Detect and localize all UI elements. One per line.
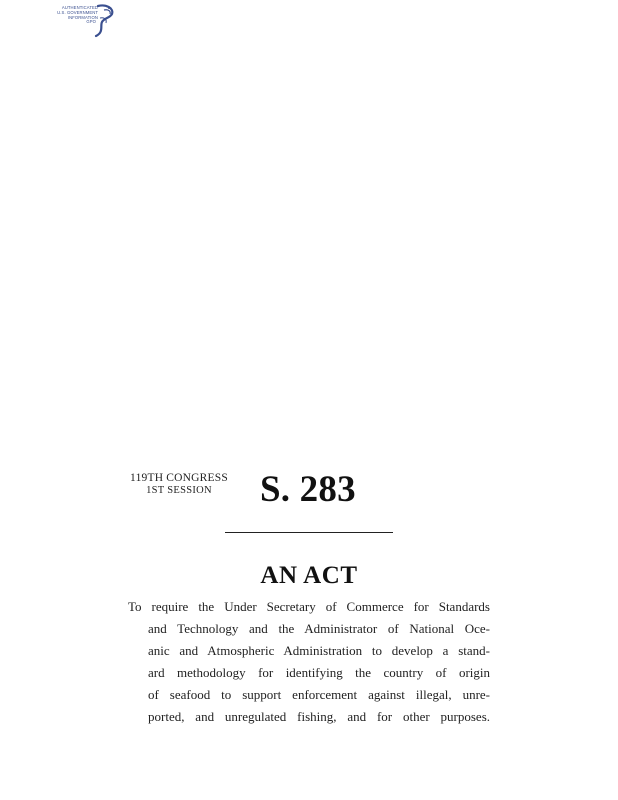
congress-label: 119TH CONGRESS <box>130 472 228 484</box>
purpose-line-6: ported, and unregulated fishing, and for other purposes. <box>148 709 490 724</box>
congress-session-block <box>118 472 240 497</box>
logo-text-line-3: INFORMATION <box>67 14 98 20</box>
purpose-line-2: and Technology and the Administrator of National Oce- <box>148 621 490 636</box>
act-title: AN ACT <box>260 562 358 589</box>
logo-text-line-4: GPO <box>86 19 96 25</box>
bill-number: S. 283 <box>260 469 356 510</box>
gpo-authentication-logo <box>52 4 120 38</box>
session-label: 1ST SESSION <box>146 485 212 496</box>
purpose-line-1: To require the Under Secretary of Commerce for Standards <box>128 599 490 614</box>
divider-rule <box>225 532 393 533</box>
gpo-eagle-icon <box>92 4 118 38</box>
logo-text-line-2: U.S. GOVERNMENT <box>57 9 98 15</box>
purpose-text <box>128 596 490 728</box>
purpose-line-4: ard methodology for identifying the country of origin <box>148 665 490 680</box>
purpose-line-3: anic and Atmospheric Administration to develop a stand- <box>148 643 490 658</box>
purpose-line-5: of seafood to support enforcement against illegal, unre- <box>148 687 490 702</box>
logo-text-line-1: AUTHENTICATED <box>61 5 98 10</box>
